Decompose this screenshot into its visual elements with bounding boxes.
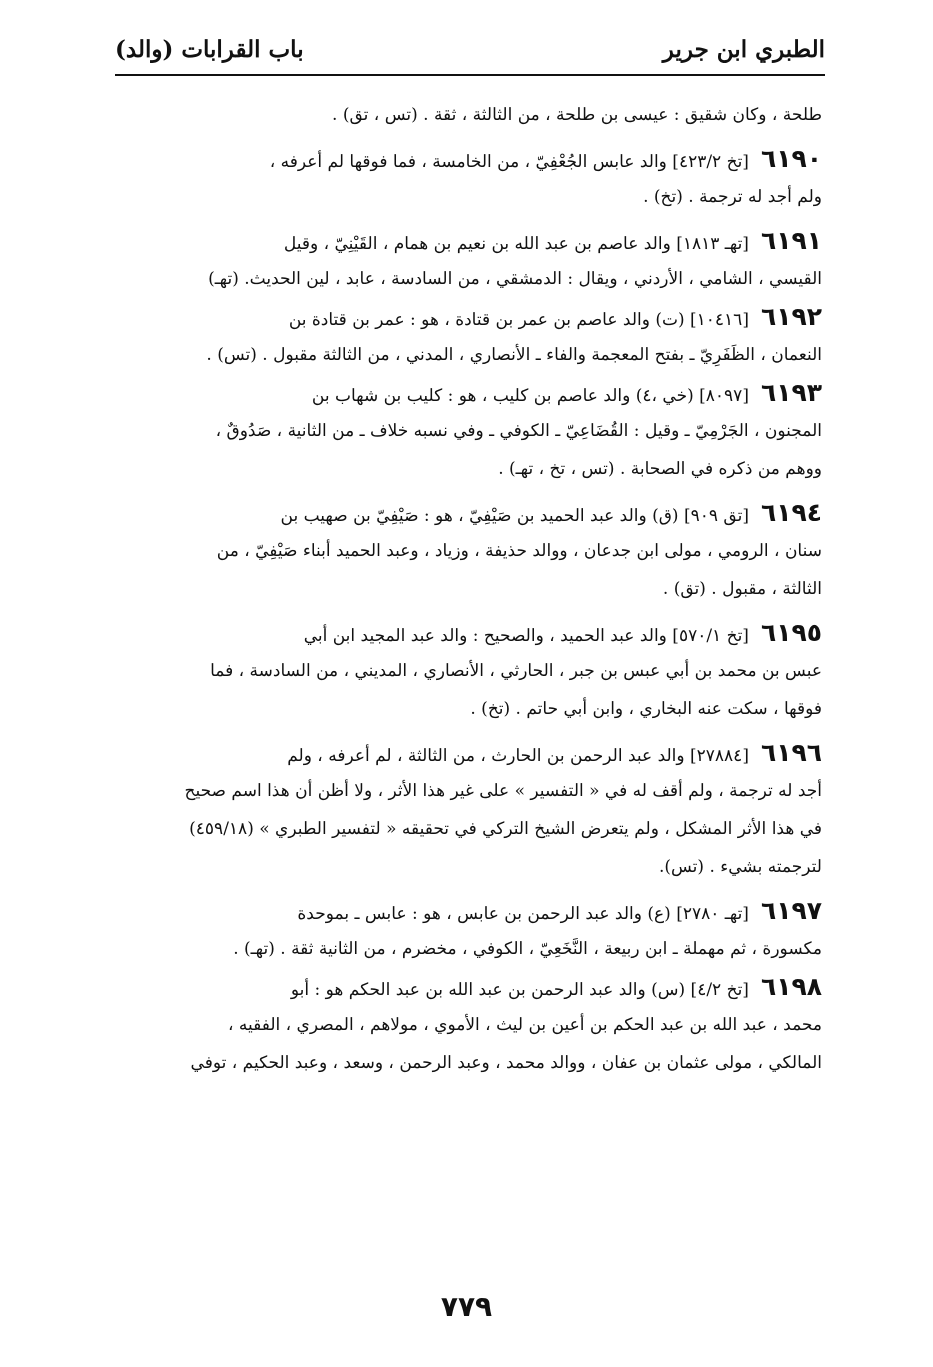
entry-text-line: [تهـ ٢٧٨٠] (ع) والد عبد الرحمن بن عابس ، هو : عابس ـ بموحدة xyxy=(297,904,749,924)
entry-number: ٦١٩٣ xyxy=(760,378,822,407)
entry-text-line: سنان ، الرومي ، مولى ابن جدعان ، ووالد حذيفة ، وزياد ، وعبد الحميد أبناء صَيْفِيّ ، من xyxy=(216,541,822,561)
entry-text-line: [١٠٤١٦] (ت) والد عاصم بن عمر بن قتادة ، هو : عمر بن قتادة بن xyxy=(288,310,749,330)
entry-6192 xyxy=(112,298,822,374)
entry-number: ٦١٩٤ xyxy=(760,498,822,527)
entry-text-line: [تخ ٤/٢] (س) والد عبد الرحمن بن عبد الله بن عبد الحكم هو : أبو xyxy=(290,980,749,1000)
entry-text-line: المالكي ، مولى عثمان بن عفان ، ووالد محمد ، وعبد الرحمن ، وسعد ، وعبد الحكيم ، توفي xyxy=(190,1053,822,1073)
entry-6190 xyxy=(112,140,822,216)
entry-6194 xyxy=(112,494,822,608)
entry-text-line: مكسورة ، ثم مهملة ـ ابن ربيعة ، النَّخَعِيّ ، الكوفي ، مخضرم ، من الثانية ثقة . (تهـ) . xyxy=(233,939,822,959)
entry-number: ٦١٩٧ xyxy=(760,896,822,925)
entry-number: ٦١٩٥ xyxy=(760,618,822,647)
entry-text-line: النعمان ، الظَفَرِيّ ـ بفتح المعجمة والفاء ـ الأنصاري ، المدني ، من الثالثة مقبول . (تس) . xyxy=(206,345,822,365)
entry-text-line: ووهم من ذكره في الصحابة . (تس ، تخ ، تهـ) . xyxy=(498,459,822,479)
entry-text-line: في هذا الأثر المشكل ، ولم يتعرض الشيخ التركي في تحقيقه « لتفسير الطبري » (٤٥٩/١٨) xyxy=(189,819,822,839)
entry-text-line: أجد له ترجمة ، ولم أقف له في « التفسير » على غير هذا الأثر ، ولا أظن أن هذا اسم صحيح xyxy=(184,781,822,801)
entry-text-line: ولم أجد له ترجمة . (تخ) . xyxy=(643,187,822,207)
entry-number: ٦١٩٨ xyxy=(760,972,822,1001)
entry-text-line: [٨٠٩٧] (خي ،٤) والد عاصم بن كليب ، هو : كليب بن شهاب بن xyxy=(311,386,749,406)
entry-number: ٦١٩٦ xyxy=(760,738,822,767)
running-title-chapter: باب القرابات (والد) xyxy=(115,36,304,63)
entry-text-line: القيسي ، الشامي ، الأردني ، ويقال : الدمشقي ، من السادسة ، عابد ، لين الحديث. (تهـ) xyxy=(208,269,822,289)
entry-number: ٦١٩١ xyxy=(760,226,822,255)
entry-text-line: [تهـ ١٨١٣] والد عاصم بن عبد الله بن نعيم بن همام ، القَيْنِيّ ، وقيل xyxy=(283,234,749,254)
entry-text-line: عبس بن محمد بن أبي عبس بن جبر ، الحارثي ، الأنصاري ، المديني ، من السادسة ، فما xyxy=(210,661,822,681)
entry-6191 xyxy=(112,222,822,298)
entry-text-line: [٢٧٨٨٤] والد عبد الرحمن بن الحارث ، من الثالثة ، لم أعرفه ، ولم xyxy=(287,746,749,766)
entry-6197 xyxy=(112,892,822,968)
entry-6196 xyxy=(112,734,822,886)
entry-text-line: لترجمته بشيء . (تس). xyxy=(658,857,822,877)
entry-number: ٦١٩٢ xyxy=(760,302,822,331)
header-rule xyxy=(115,74,825,76)
entry-text-line: [تخ ٤٢٣/٢] والد عابس الجُعْفِيّ ، من الخامسة ، فما فوقها لم أعرفه ، xyxy=(269,152,749,172)
entry-text-line: [تخ ٥٧٠/١] والد عبد الحميد ، والصحيح : والد عبد المجيد ابن أبي xyxy=(303,626,749,646)
continuation-line: طلحة ، وكان شقيق : عيسى بن طلحة ، من الثالثة ، ثقة . (تس ، تق) . xyxy=(332,105,822,125)
entry-text-line: محمد ، عبد الله بن عبد الحكم بن أعين بن ليث ، الأموي ، مولاهم ، المصري ، الفقيه ، xyxy=(228,1015,822,1035)
page-body xyxy=(112,96,822,1082)
running-title-author: الطبري ابن جرير xyxy=(662,36,825,63)
running-header xyxy=(115,30,825,78)
page-number: ٧٧٩ xyxy=(440,1290,493,1323)
entry-6198 xyxy=(112,968,822,1082)
entry-text-line: [تق ٩٠٩] (ق) والد عبد الحميد بن صَيْفِيّ ، هو : صَيْفِيّ بن صهيب بن xyxy=(280,506,749,526)
entry-number: ٦١٩٠ xyxy=(760,144,822,173)
entry-6195 xyxy=(112,614,822,728)
entry-text-line: الثالثة ، مقبول . (تق) . xyxy=(662,579,822,599)
entry-text-line: فوقها ، سكت عنه البخاري ، وابن أبي حاتم . (تخ) . xyxy=(470,699,822,719)
entry-text-line: المجنون ، الجَرْمِيّ ـ وقيل : القُضَاعِيّ ـ الكوفي ـ وفي نسبه خلاف ـ من الثانية ، صَدُوقٌ ، xyxy=(215,421,822,441)
entry-6193 xyxy=(112,374,822,488)
